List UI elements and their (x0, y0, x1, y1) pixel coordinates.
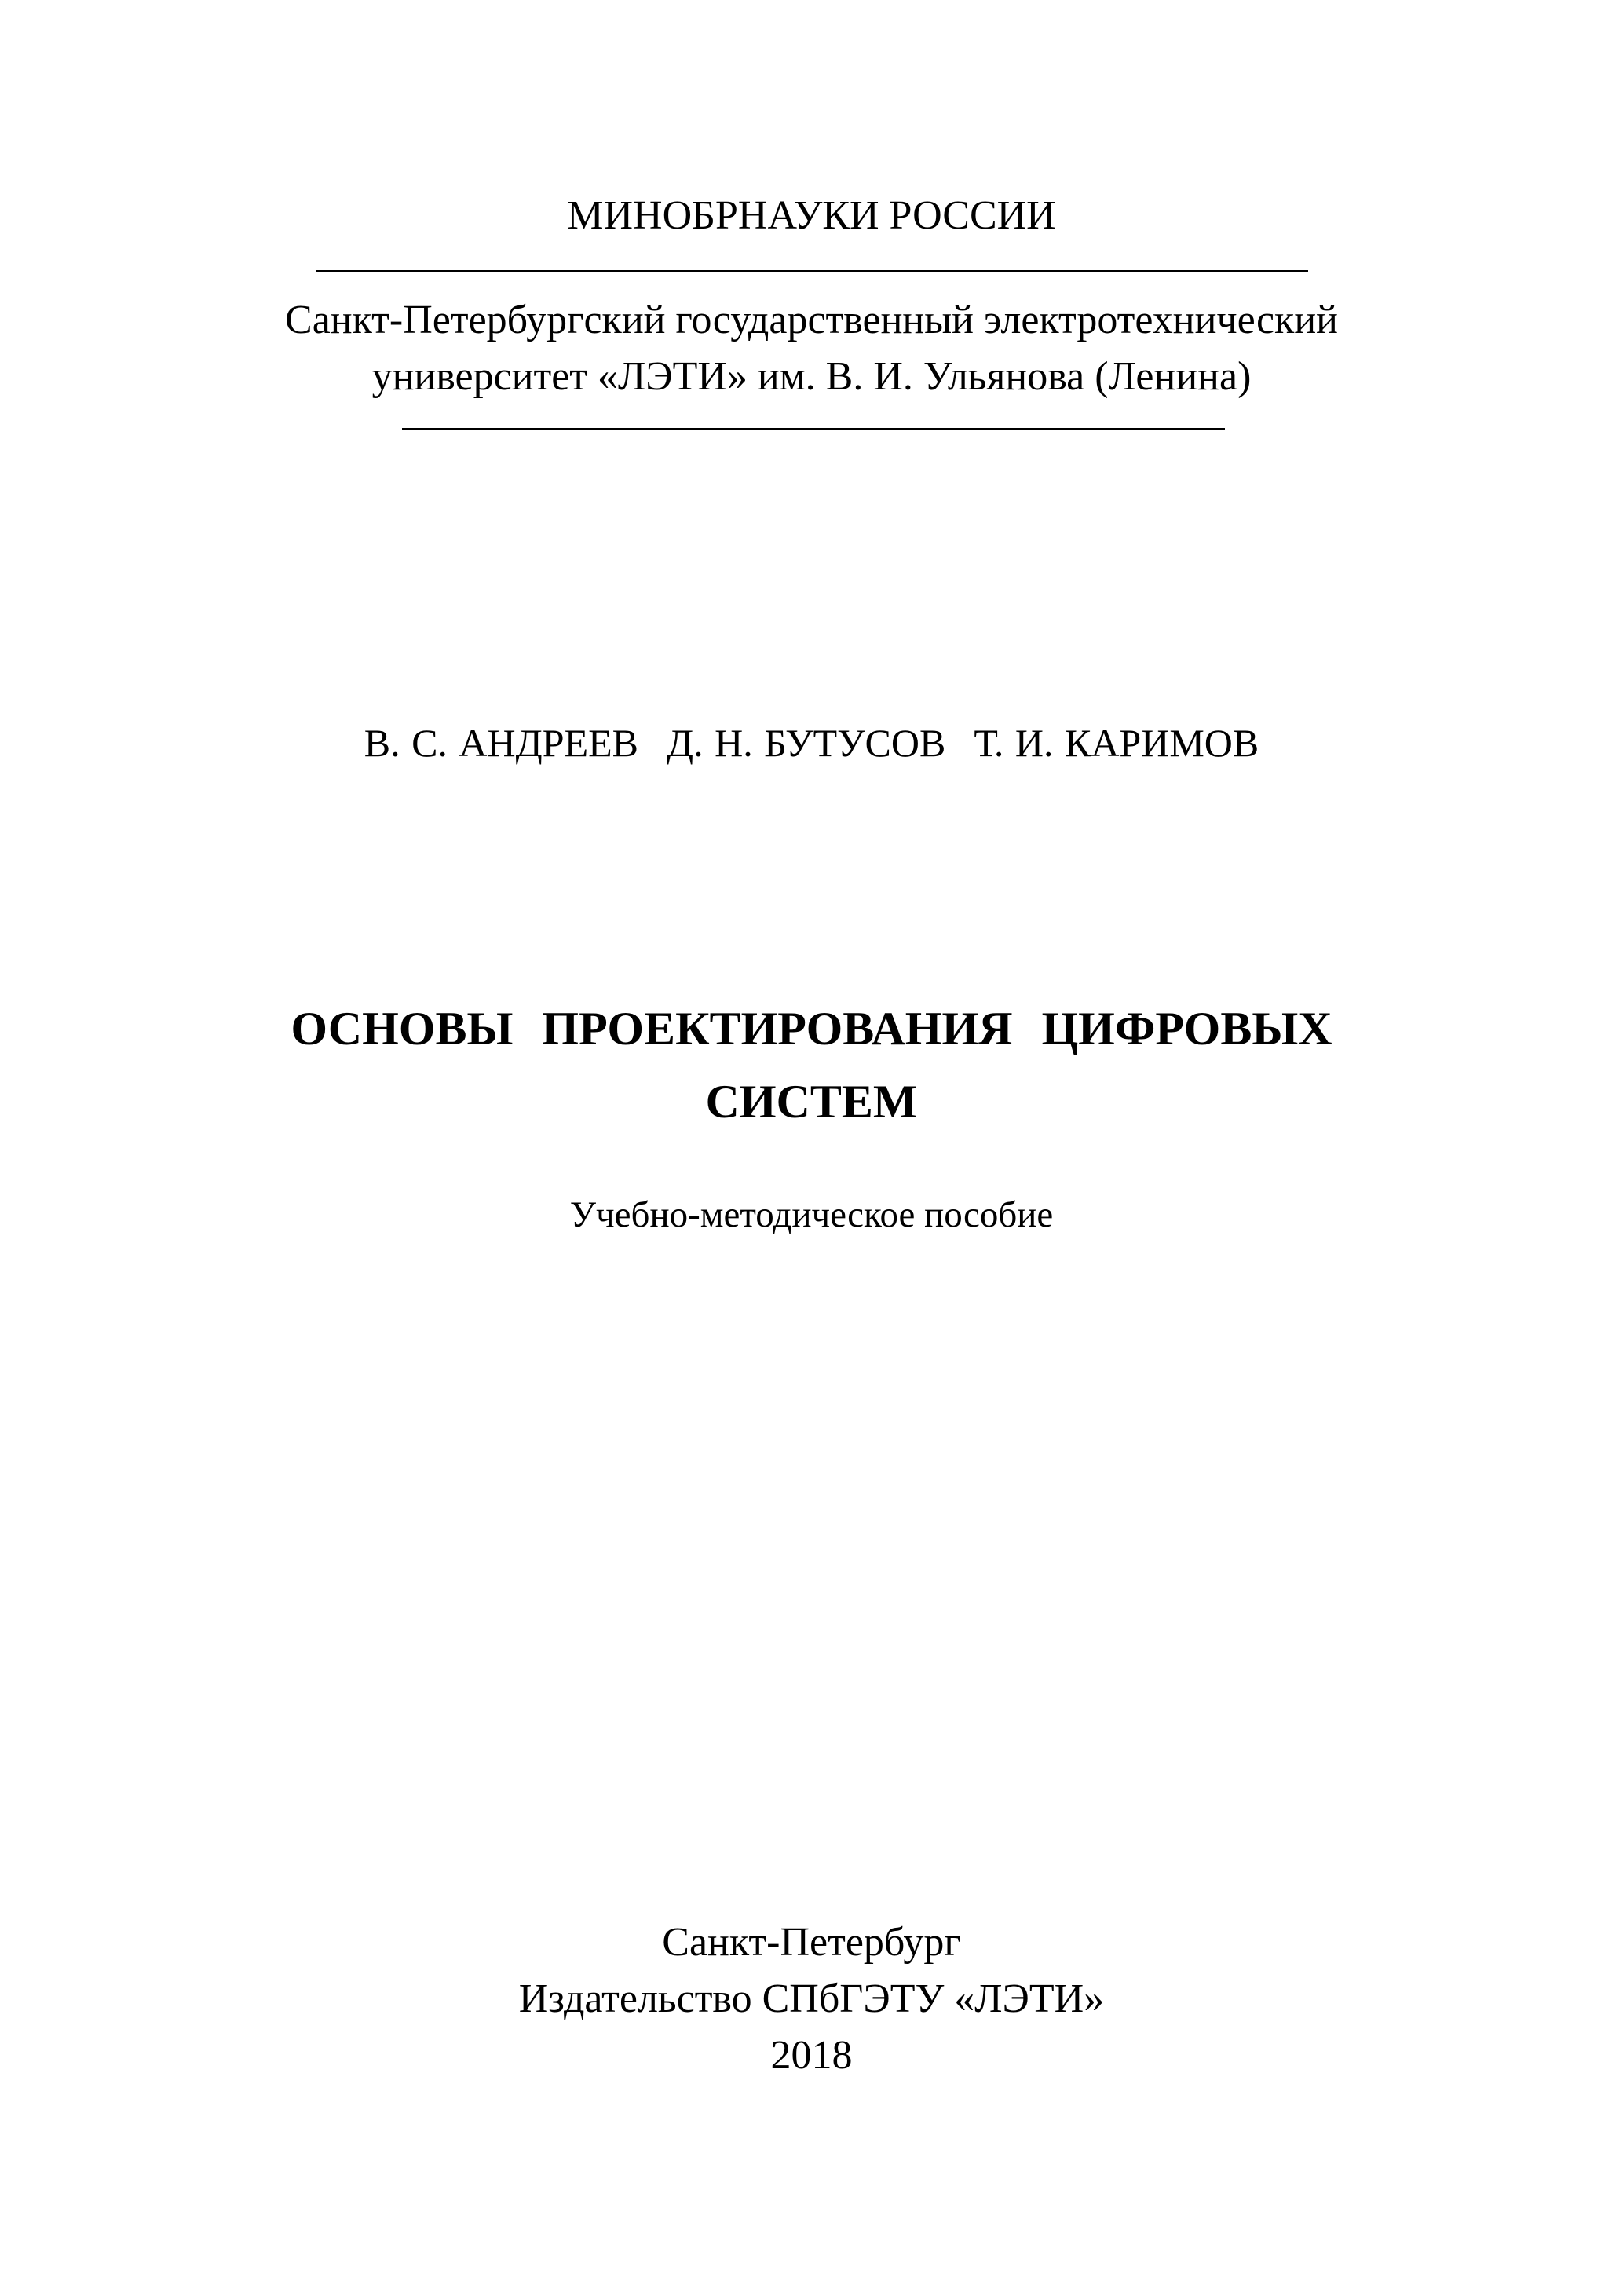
author-name: Д. Н. БУТУСОВ (667, 721, 946, 765)
book-subtitle: Учебно-методическое пособие (569, 1194, 1054, 1235)
university-name-line-2: университет «ЛЭТИ» им. В. И. Ульянова (Ленина) (371, 354, 1252, 399)
header-divider-bottom (402, 428, 1225, 430)
ministry-name: МИНОБРНАУКИ РОССИИ (567, 193, 1056, 238)
author-list (0, 718, 1623, 768)
header-divider-top (316, 270, 1308, 272)
book-title-line-1: ОСНОВЫ ПРОЕКТИРОВАНИЯ ЦИФРОВЫХ (291, 1003, 1332, 1055)
author-name: В. С. АНДРЕЕВ (364, 721, 638, 765)
imprint-publisher: Издательство СПбГЭТУ «ЛЭТИ» (518, 1976, 1105, 2021)
imprint-city: Санкт-Петербург (662, 1920, 961, 1965)
imprint-year: 2018 (770, 2033, 853, 2078)
university-name-line-1: Санкт-Петербургский государственный электротехнический (285, 298, 1338, 342)
author-name: Т. И. КАРИМОВ (974, 721, 1259, 765)
book-title-line-2: СИСТЕМ (705, 1076, 918, 1128)
